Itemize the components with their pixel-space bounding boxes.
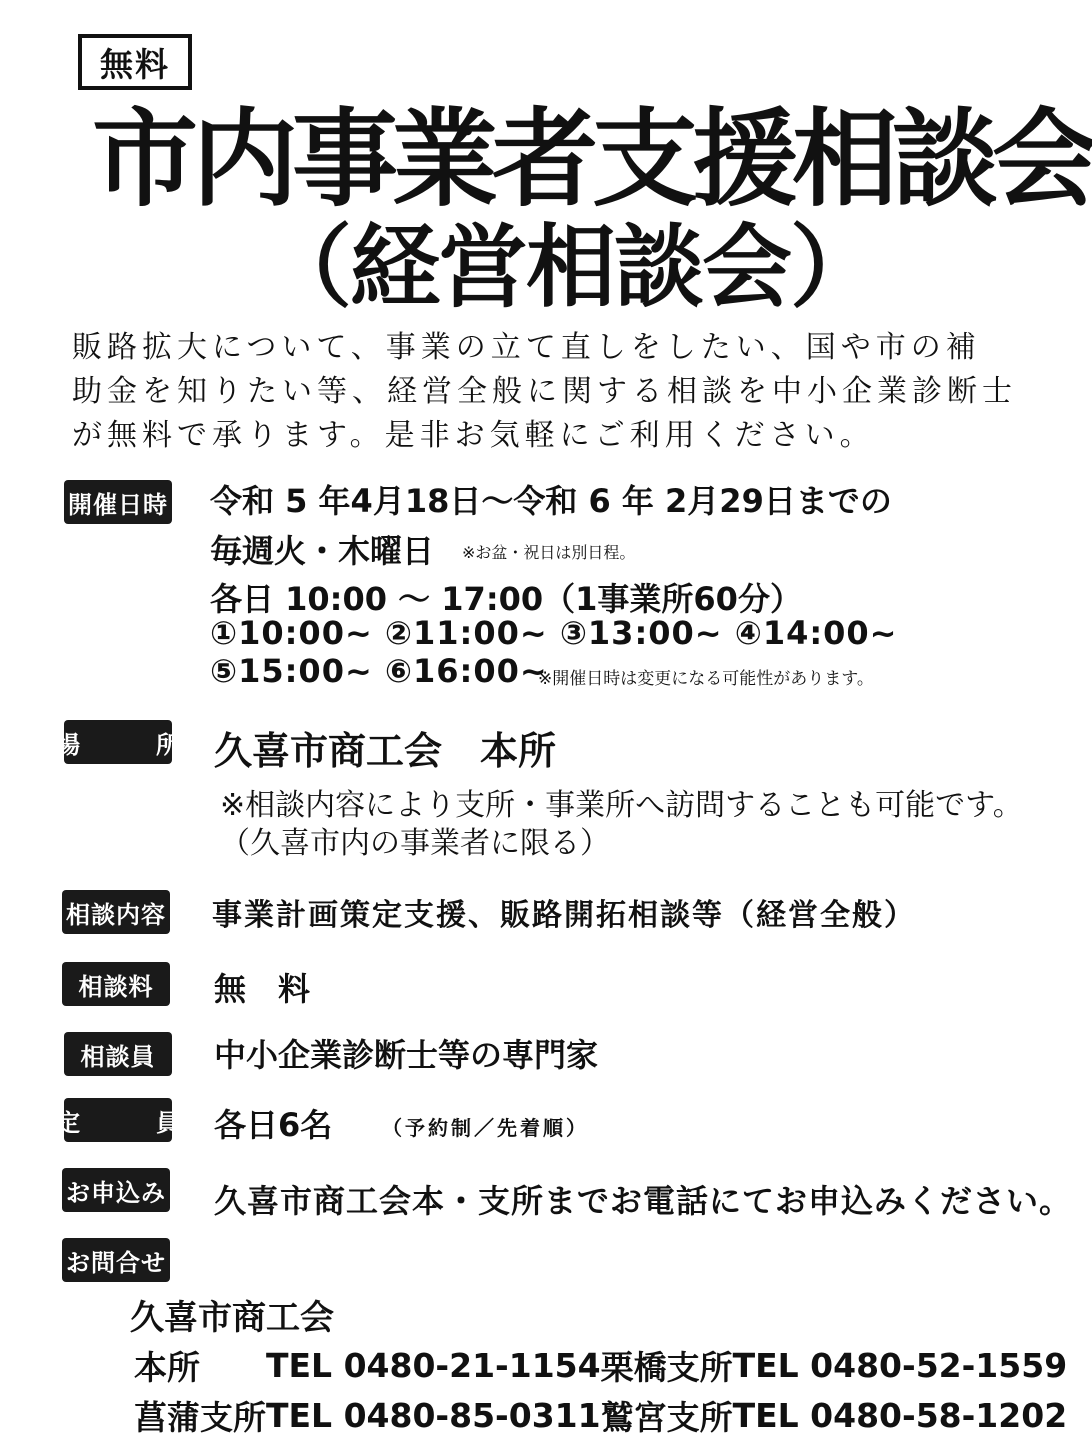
datetime-days: 毎週火・木曜日 bbox=[210, 532, 435, 570]
office-tel: TEL 0480-21-1154 bbox=[266, 1345, 601, 1385]
place-value: 久喜市商工会 本所 bbox=[214, 729, 557, 773]
intro-line: が無料で承ります。是非お気軽にご利用ください。 bbox=[72, 418, 875, 453]
office-tel: TEL 0480-52-1559 bbox=[732, 1345, 1068, 1385]
office-name: 鷲宮支所 bbox=[600, 1397, 733, 1437]
page-subtitle: （経営相談会） bbox=[262, 215, 878, 320]
capacity-value: 各日6名 bbox=[214, 1106, 333, 1144]
label-apply: お申込み bbox=[62, 1168, 170, 1212]
contact-row bbox=[134, 1340, 1067, 1390]
datetime-slots-1: ①10:00~ ②11:00~ ③13:00~ ④14:00~ bbox=[210, 614, 898, 652]
office-tel: TEL 0480-58-1202 bbox=[732, 1395, 1068, 1435]
label-staff: 相談員 bbox=[64, 1032, 172, 1076]
datetime-hours: 各日 10:00 ～ 17:00（1事業所60分） bbox=[210, 580, 802, 618]
office-name: 栗橋支所 bbox=[600, 1347, 733, 1387]
page-title: 市内事業者支援相談会 bbox=[92, 98, 1092, 221]
label-place: 場 所 bbox=[64, 720, 172, 764]
office-name: 菖蒲支所 bbox=[134, 1397, 266, 1437]
label-fee: 相談料 bbox=[62, 962, 170, 1006]
label-content: 相談内容 bbox=[62, 890, 170, 934]
datetime-days-note: ※お盆・祝日は別日程。 bbox=[462, 543, 636, 562]
contact-table bbox=[134, 1340, 1067, 1440]
office-tel: TEL 0480-85-0311 bbox=[266, 1395, 601, 1435]
label-datetime: 開催日時 bbox=[64, 480, 172, 524]
datetime-slots-2: ⑤15:00~ ⑥16:00~ bbox=[210, 652, 548, 690]
staff-value: 中小企業診断士等の専門家 bbox=[214, 1036, 599, 1074]
office-name: 本所 bbox=[134, 1347, 200, 1387]
fee-value: 無 料 bbox=[214, 970, 311, 1008]
apply-value: 久喜市商工会本・支所までお電話にてお申込みください。 bbox=[214, 1182, 1073, 1220]
intro-text bbox=[72, 326, 1017, 458]
place-note-limit: （久喜市内の事業者に限る） bbox=[220, 826, 610, 861]
contact-row bbox=[134, 1390, 1067, 1440]
datetime-change-note: ※開催日時は変更になる可能性があります。 bbox=[538, 669, 874, 689]
place-note: ※相談内容により支所・事業所へ訪問することも可能です。 bbox=[220, 788, 1023, 823]
intro-line: 助金を知りたい等、経営全般に関する相談を中小企業診断士 bbox=[72, 374, 1017, 409]
label-capacity: 定 員 bbox=[64, 1098, 172, 1142]
label-inquiry: お問合せ bbox=[62, 1238, 170, 1282]
intro-line: 販路拡大について、事業の立て直しをしたい、国や市の補 bbox=[72, 330, 981, 365]
contact-org: 久喜市商工会 bbox=[130, 1298, 334, 1338]
datetime-period: 令和 5 年4月18日～令和 6 年 2月29日までの bbox=[210, 482, 892, 520]
capacity-note: （予約制／先着順） bbox=[382, 1116, 589, 1140]
free-badge: 無料 bbox=[78, 34, 192, 90]
content-value: 事業計画策定支援、販路開拓相談等（経営全般） bbox=[212, 898, 916, 933]
